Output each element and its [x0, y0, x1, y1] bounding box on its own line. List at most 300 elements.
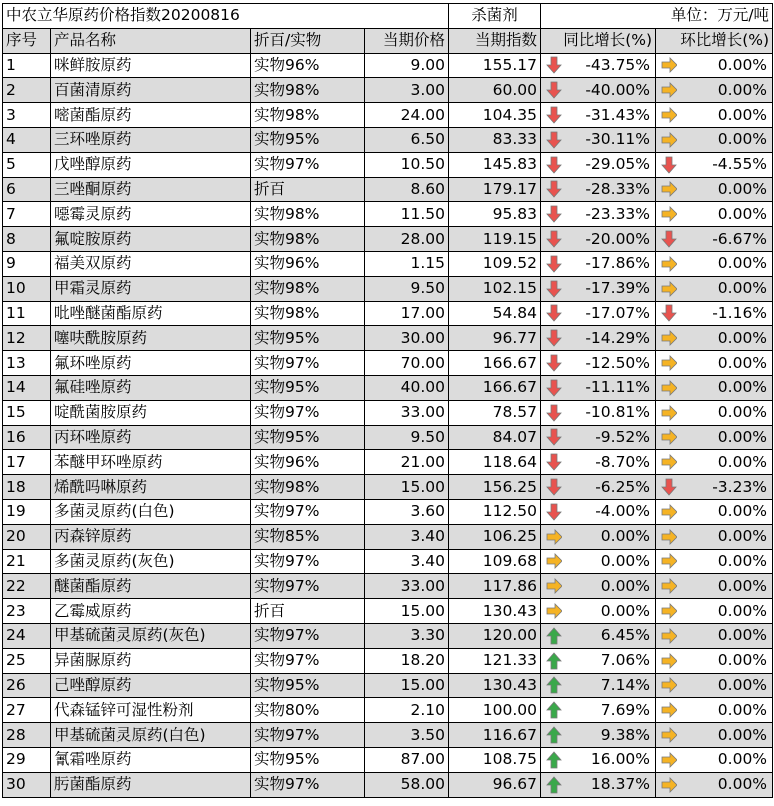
yoy-value: 7.06% — [600, 651, 651, 670]
current-index: 106.25 — [449, 524, 541, 549]
table-row — [3, 326, 773, 351]
yoy-value: -6.25% — [595, 477, 651, 496]
arrow-right-icon — [661, 354, 677, 372]
mom-value: 0.00% — [717, 179, 768, 198]
mom-value: 0.00% — [717, 626, 768, 645]
header-mom: 环比增长(%) — [656, 28, 773, 53]
yoy-value: -30.11% — [585, 130, 651, 149]
row-no: 18 — [3, 475, 51, 500]
table-row — [3, 127, 773, 152]
arrow-down-icon — [546, 56, 562, 74]
table-row — [3, 723, 773, 748]
table-row — [3, 599, 773, 624]
yoy-value: 0.00% — [600, 576, 651, 595]
table-row — [3, 524, 773, 549]
yoy-cell — [541, 227, 656, 252]
current-price: 33.00 — [365, 400, 449, 425]
current-index: 112.50 — [449, 499, 541, 524]
mom-value: 0.00% — [717, 353, 768, 372]
arrow-up-icon — [546, 751, 562, 769]
current-price: 40.00 — [365, 375, 449, 400]
current-index: 119.15 — [449, 227, 541, 252]
mom-cell — [656, 177, 773, 202]
arrow-down-icon — [661, 156, 677, 174]
mom-value: 0.00% — [717, 403, 768, 422]
yoy-value: -23.33% — [585, 204, 651, 223]
current-index: 179.17 — [449, 177, 541, 202]
arrow-right-icon — [661, 751, 677, 769]
mom-cell — [656, 78, 773, 103]
yoy-value: 7.69% — [600, 700, 651, 719]
product-spec: 实物98% — [251, 202, 365, 227]
category-label: 杀菌剂 — [449, 4, 541, 29]
current-price: 3.40 — [365, 524, 449, 549]
product-name: 乙霉威原药 — [51, 599, 251, 624]
table-row — [3, 351, 773, 376]
current-price: 24.00 — [365, 103, 449, 128]
mom-cell — [656, 103, 773, 128]
current-index: 130.43 — [449, 673, 541, 698]
arrow-down-icon — [546, 428, 562, 446]
table-row — [3, 202, 773, 227]
arrow-down-icon — [546, 280, 562, 298]
arrow-down-icon — [546, 329, 562, 347]
yoy-cell — [541, 177, 656, 202]
yoy-cell — [541, 425, 656, 450]
table-row — [3, 301, 773, 326]
table-row — [3, 450, 773, 475]
arrow-right-icon — [661, 577, 677, 595]
mom-value: 0.00% — [717, 427, 768, 446]
yoy-value: 7.14% — [600, 675, 651, 694]
product-spec: 实物97% — [251, 623, 365, 648]
row-no: 10 — [3, 276, 51, 301]
yoy-value: -14.29% — [585, 328, 651, 347]
row-no: 14 — [3, 375, 51, 400]
product-spec: 实物97% — [251, 648, 365, 673]
table-row — [3, 747, 773, 772]
arrow-up-icon — [546, 776, 562, 794]
current-index: 83.33 — [449, 127, 541, 152]
yoy-cell — [541, 475, 656, 500]
current-price: 2.10 — [365, 698, 449, 723]
yoy-cell — [541, 450, 656, 475]
mom-cell — [656, 251, 773, 276]
row-no: 17 — [3, 450, 51, 475]
mom-cell — [656, 227, 773, 252]
yoy-cell — [541, 400, 656, 425]
arrow-right-icon — [661, 552, 677, 570]
yoy-value: -9.52% — [595, 427, 651, 446]
arrow-right-icon — [661, 528, 677, 546]
mom-cell — [656, 499, 773, 524]
row-no: 11 — [3, 301, 51, 326]
yoy-cell — [541, 152, 656, 177]
current-price: 11.50 — [365, 202, 449, 227]
header-spec: 折百/实物 — [251, 28, 365, 53]
arrow-up-icon — [546, 652, 562, 670]
yoy-value: 6.45% — [600, 626, 651, 645]
mom-cell — [656, 400, 773, 425]
arrow-right-icon — [546, 602, 562, 620]
table-row — [3, 772, 773, 797]
product-name: 三唑酮原药 — [51, 177, 251, 202]
product-spec: 实物98% — [251, 301, 365, 326]
arrow-down-icon — [546, 180, 562, 198]
table-row — [3, 698, 773, 723]
arrow-right-icon — [661, 428, 677, 446]
yoy-value: 9.38% — [600, 725, 651, 744]
mom-value: 0.00% — [717, 551, 768, 570]
arrow-right-icon — [661, 255, 677, 273]
arrow-up-icon — [546, 627, 562, 645]
mom-cell — [656, 202, 773, 227]
product-name: 噁霉灵原药 — [51, 202, 251, 227]
current-price: 3.60 — [365, 499, 449, 524]
current-price: 3.40 — [365, 549, 449, 574]
product-spec: 实物97% — [251, 723, 365, 748]
arrow-down-icon — [546, 156, 562, 174]
mom-cell — [656, 127, 773, 152]
table-row — [3, 425, 773, 450]
arrow-down-icon — [546, 106, 562, 124]
product-spec: 折百 — [251, 177, 365, 202]
arrow-down-icon — [546, 404, 562, 422]
product-spec: 实物98% — [251, 276, 365, 301]
row-no: 3 — [3, 103, 51, 128]
product-spec: 实物97% — [251, 549, 365, 574]
arrow-down-icon — [546, 354, 562, 372]
mom-cell — [656, 698, 773, 723]
arrow-down-icon — [546, 81, 562, 99]
arrow-right-icon — [661, 205, 677, 223]
current-price: 87.00 — [365, 747, 449, 772]
current-index: 84.07 — [449, 425, 541, 450]
product-name: 代森锰锌可湿性粉剂 — [51, 698, 251, 723]
price-index-table — [2, 3, 773, 798]
arrow-down-icon — [546, 379, 562, 397]
product-spec: 实物85% — [251, 524, 365, 549]
mom-value: -1.16% — [712, 303, 768, 322]
arrow-up-icon — [546, 701, 562, 719]
mom-cell — [656, 623, 773, 648]
arrow-down-icon — [546, 131, 562, 149]
product-spec: 实物95% — [251, 425, 365, 450]
yoy-value: 0.00% — [600, 601, 651, 620]
table-row — [3, 623, 773, 648]
table-row — [3, 53, 773, 78]
arrow-right-icon — [661, 404, 677, 422]
table-row — [3, 227, 773, 252]
row-no: 15 — [3, 400, 51, 425]
current-index: 130.43 — [449, 599, 541, 624]
current-index: 60.00 — [449, 78, 541, 103]
current-price: 58.00 — [365, 772, 449, 797]
row-no: 21 — [3, 549, 51, 574]
mom-cell — [656, 772, 773, 797]
mom-cell — [656, 723, 773, 748]
yoy-cell — [541, 747, 656, 772]
yoy-cell — [541, 78, 656, 103]
yoy-cell — [541, 499, 656, 524]
row-no: 24 — [3, 623, 51, 648]
current-index: 78.57 — [449, 400, 541, 425]
mom-value: 0.00% — [717, 204, 768, 223]
product-name: 丙环唑原药 — [51, 425, 251, 450]
arrow-down-icon — [546, 453, 562, 471]
product-spec: 实物95% — [251, 747, 365, 772]
yoy-value: -43.75% — [585, 55, 651, 74]
current-price: 15.00 — [365, 599, 449, 624]
product-spec: 实物96% — [251, 450, 365, 475]
current-index: 166.67 — [449, 375, 541, 400]
arrow-down-icon — [546, 503, 562, 521]
mom-cell — [656, 475, 773, 500]
current-index: 166.67 — [449, 351, 541, 376]
table-title: 中农立华原药价格指数20200816 — [3, 4, 449, 29]
mom-value: 0.00% — [717, 502, 768, 521]
product-name: 氟啶胺原药 — [51, 227, 251, 252]
arrow-down-icon — [546, 230, 562, 248]
arrow-right-icon — [661, 131, 677, 149]
arrow-right-icon — [546, 552, 562, 570]
table-row — [3, 103, 773, 128]
product-name: 烯酰吗啉原药 — [51, 475, 251, 500]
product-name: 多菌灵原药(灰色) — [51, 549, 251, 574]
current-price: 15.00 — [365, 475, 449, 500]
arrow-right-icon — [661, 453, 677, 471]
product-spec: 实物95% — [251, 127, 365, 152]
current-index: 109.52 — [449, 251, 541, 276]
row-no: 5 — [3, 152, 51, 177]
product-name: 百菌清原药 — [51, 78, 251, 103]
current-price: 6.50 — [365, 127, 449, 152]
yoy-value: -20.00% — [585, 229, 651, 248]
product-spec: 实物95% — [251, 673, 365, 698]
product-spec: 实物98% — [251, 227, 365, 252]
row-no: 27 — [3, 698, 51, 723]
current-index: 109.68 — [449, 549, 541, 574]
table-row — [3, 177, 773, 202]
product-name: 醚菌酯原药 — [51, 574, 251, 599]
row-no: 29 — [3, 747, 51, 772]
current-index: 104.35 — [449, 103, 541, 128]
mom-cell — [656, 599, 773, 624]
current-index: 102.15 — [449, 276, 541, 301]
yoy-cell — [541, 524, 656, 549]
arrow-right-icon — [661, 652, 677, 670]
mom-value: 0.00% — [717, 527, 768, 546]
current-price: 3.00 — [365, 78, 449, 103]
current-index: 145.83 — [449, 152, 541, 177]
yoy-value: -10.81% — [585, 403, 651, 422]
mom-value: 0.00% — [717, 378, 768, 397]
yoy-cell — [541, 723, 656, 748]
arrow-right-icon — [661, 379, 677, 397]
mom-value: 0.00% — [717, 328, 768, 347]
mom-value: 0.00% — [717, 576, 768, 595]
current-index: 117.86 — [449, 574, 541, 599]
arrow-right-icon — [661, 81, 677, 99]
mom-value: 0.00% — [717, 700, 768, 719]
current-price: 9.50 — [365, 276, 449, 301]
current-price: 33.00 — [365, 574, 449, 599]
title-row — [3, 4, 773, 29]
mom-value: 0.00% — [717, 750, 768, 769]
header-name: 产品名称 — [51, 28, 251, 53]
row-no: 20 — [3, 524, 51, 549]
product-spec: 实物97% — [251, 400, 365, 425]
mom-value: 0.00% — [717, 279, 768, 298]
mom-value: -4.55% — [712, 155, 768, 174]
product-spec: 实物97% — [251, 499, 365, 524]
row-no: 30 — [3, 772, 51, 797]
arrow-right-icon — [661, 726, 677, 744]
mom-value: 0.00% — [717, 601, 768, 620]
mom-cell — [656, 351, 773, 376]
mom-value: 0.00% — [717, 775, 768, 794]
table-row — [3, 78, 773, 103]
row-no: 23 — [3, 599, 51, 624]
yoy-cell — [541, 351, 656, 376]
arrow-right-icon — [661, 106, 677, 124]
current-index: 118.64 — [449, 450, 541, 475]
arrow-up-icon — [546, 676, 562, 694]
arrow-down-icon — [546, 304, 562, 322]
current-price: 30.00 — [365, 326, 449, 351]
product-name: 肟菌酯原药 — [51, 772, 251, 797]
yoy-cell — [541, 772, 656, 797]
arrow-up-icon — [546, 726, 562, 744]
mom-value: 0.00% — [717, 105, 768, 124]
current-price: 15.00 — [365, 673, 449, 698]
mom-cell — [656, 53, 773, 78]
mom-value: 0.00% — [717, 725, 768, 744]
product-spec: 实物80% — [251, 698, 365, 723]
row-no: 22 — [3, 574, 51, 599]
current-index: 121.33 — [449, 648, 541, 673]
product-spec: 实物95% — [251, 375, 365, 400]
yoy-value: 0.00% — [600, 527, 651, 546]
current-price: 28.00 — [365, 227, 449, 252]
mom-value: 0.00% — [717, 452, 768, 471]
current-price: 9.00 — [365, 53, 449, 78]
product-spec: 实物97% — [251, 152, 365, 177]
product-name: 甲基硫菌灵原药(灰色) — [51, 623, 251, 648]
product-spec: 实物97% — [251, 772, 365, 797]
row-no: 26 — [3, 673, 51, 698]
current-price: 21.00 — [365, 450, 449, 475]
yoy-cell — [541, 127, 656, 152]
product-spec: 实物98% — [251, 78, 365, 103]
arrow-down-icon — [661, 230, 677, 248]
arrow-down-icon — [661, 478, 677, 496]
arrow-right-icon — [546, 577, 562, 595]
table-row — [3, 499, 773, 524]
yoy-cell — [541, 301, 656, 326]
current-price: 70.00 — [365, 351, 449, 376]
row-no: 16 — [3, 425, 51, 450]
yoy-value: 16.00% — [590, 750, 651, 769]
product-name: 己唑醇原药 — [51, 673, 251, 698]
mom-value: 0.00% — [717, 55, 768, 74]
table-row — [3, 276, 773, 301]
product-name: 异菌脲原药 — [51, 648, 251, 673]
current-index: 156.25 — [449, 475, 541, 500]
product-name: 嘧菌酯原药 — [51, 103, 251, 128]
yoy-value: -17.86% — [585, 254, 651, 273]
row-no: 9 — [3, 251, 51, 276]
row-no: 28 — [3, 723, 51, 748]
mom-value: 0.00% — [717, 675, 768, 694]
current-index: 54.84 — [449, 301, 541, 326]
table-row — [3, 574, 773, 599]
arrow-right-icon — [661, 503, 677, 521]
yoy-cell — [541, 698, 656, 723]
arrow-down-icon — [546, 255, 562, 273]
yoy-cell — [541, 251, 656, 276]
yoy-cell — [541, 103, 656, 128]
product-spec: 实物95% — [251, 326, 365, 351]
yoy-value: -31.43% — [585, 105, 651, 124]
table-row — [3, 251, 773, 276]
row-no: 4 — [3, 127, 51, 152]
header-row — [3, 28, 773, 53]
mom-value: 0.00% — [717, 651, 768, 670]
arrow-right-icon — [546, 528, 562, 546]
table-row — [3, 475, 773, 500]
yoy-value: -12.50% — [585, 353, 651, 372]
arrow-right-icon — [661, 56, 677, 74]
yoy-cell — [541, 326, 656, 351]
arrow-right-icon — [661, 180, 677, 198]
yoy-value: -17.39% — [585, 279, 651, 298]
current-price: 18.20 — [365, 648, 449, 673]
product-spec: 实物98% — [251, 475, 365, 500]
product-spec: 实物96% — [251, 251, 365, 276]
row-no: 2 — [3, 78, 51, 103]
mom-cell — [656, 574, 773, 599]
arrow-right-icon — [661, 602, 677, 620]
arrow-right-icon — [661, 280, 677, 298]
product-spec: 实物96% — [251, 53, 365, 78]
yoy-value: -11.11% — [585, 378, 651, 397]
mom-value: -3.23% — [712, 477, 768, 496]
table-row — [3, 375, 773, 400]
yoy-cell — [541, 549, 656, 574]
mom-value: -6.67% — [712, 229, 768, 248]
mom-cell — [656, 549, 773, 574]
yoy-cell — [541, 276, 656, 301]
product-name: 丙森锌原药 — [51, 524, 251, 549]
header-index: 当期指数 — [449, 28, 541, 53]
yoy-value: -40.00% — [585, 80, 651, 99]
product-name: 氰霜唑原药 — [51, 747, 251, 772]
row-no: 6 — [3, 177, 51, 202]
unit-label: 单位：万元/吨 — [541, 4, 773, 29]
row-no: 13 — [3, 351, 51, 376]
table-row — [3, 673, 773, 698]
arrow-right-icon — [661, 676, 677, 694]
product-spec: 折百 — [251, 599, 365, 624]
product-name: 甲基硫菌灵原药(白色) — [51, 723, 251, 748]
row-no: 12 — [3, 326, 51, 351]
product-name: 苯醚甲环唑原药 — [51, 450, 251, 475]
table-row — [3, 549, 773, 574]
current-price: 3.50 — [365, 723, 449, 748]
yoy-cell — [541, 673, 656, 698]
mom-value: 0.00% — [717, 130, 768, 149]
